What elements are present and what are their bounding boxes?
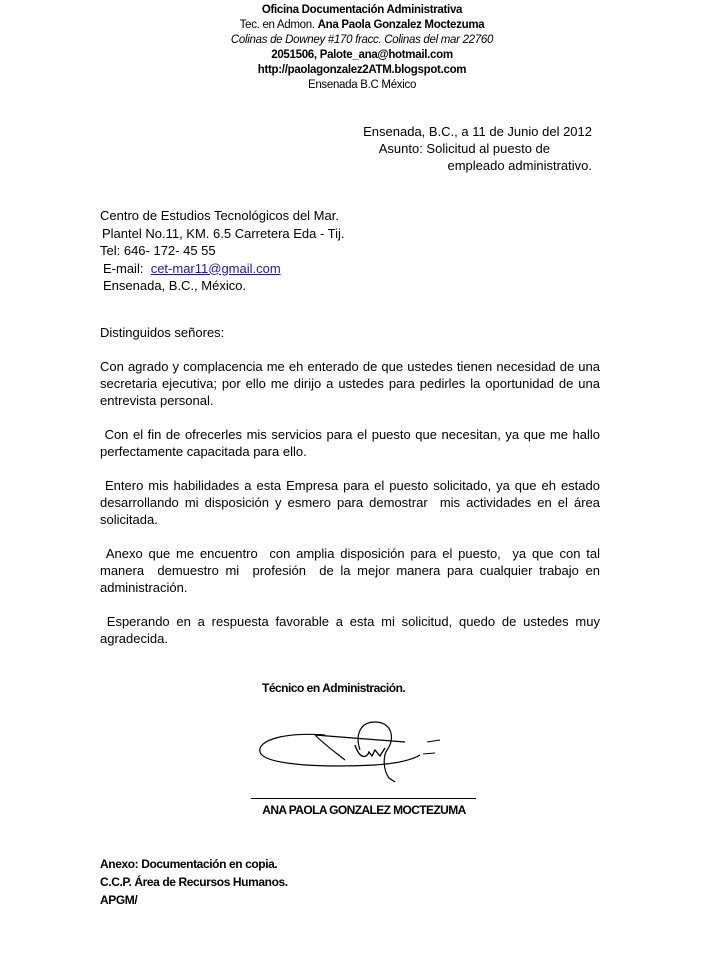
recipient-block (100, 207, 345, 295)
letterhead-author (160, 18, 564, 33)
letterhead-city: Ensenada B.C México (307, 79, 417, 91)
subject-line-2: empleado administrativo. (447, 158, 592, 173)
letterhead-name: Ana Paola Gonzalez Moctezuma (317, 19, 485, 31)
letterhead-office: Oficina Documentación Administrativa (261, 4, 463, 16)
date-subject-block (300, 123, 592, 174)
recipient-address: Plantel No.11, KM. 6.5 Carretera Eda - Tij. (102, 225, 345, 241)
recipient-name: Centro de Estudios Tecnológicos del Mar. (100, 208, 339, 223)
letterhead (160, 3, 564, 93)
subject-line-1: Asunto: Solicitud al puesto de (378, 141, 550, 156)
ccp-note: C.C.P. Área de Recursos Humanos. (100, 875, 288, 889)
letterhead-contact: 2051506, Palote_ana@hotmail.com (271, 49, 453, 61)
paragraph: Entero mis habilidades a esta Empresa para el puesto solicitado, ya que eh estado desarrollando mi disposición y esmero para demostrar mis actividades en el área solicitada. (100, 478, 604, 527)
paragraph: Con el fin de ofrecerles mis servicios para el puesto que necesitan, ya que me hallo perfectamente capacitada para ello. (100, 427, 604, 459)
footer-notes (100, 855, 288, 909)
letterhead-title: Tec. en Admon. (239, 19, 315, 31)
recipient-email-row (100, 260, 345, 278)
letterhead-blog: http://paolagonzalez2ATM.blogspot.com (257, 64, 467, 76)
annex-note: Anexo: Documentación en copia. (100, 857, 278, 871)
signature-line (251, 798, 476, 799)
recipient-city: Ensenada, B.C., México. (103, 278, 247, 293)
paragraph: Con agrado y complacencia me eh enterado de que ustedes tienen necesidad de una secretaria ejecutiva; por ello me dirijo a ustedes para pedirles la oportunidad de una entrevista personal. (100, 359, 600, 408)
closing-title: Técnico en Administración. (262, 681, 406, 695)
letter-date: Ensenada, B.C., a 11 de Junio del 2012 (363, 124, 592, 139)
signature-image (255, 720, 455, 790)
letter-body (100, 324, 604, 664)
email-label: E-mail: (103, 260, 144, 276)
recipient-tel: Tel: 646- 172- 45 55 (100, 243, 216, 258)
signer-name: ANA PAOLA GONZALEZ MOCTEZUMA (262, 803, 466, 817)
paragraph: Esperando en a respuesta favorable a esta mi solicitud, quedo de ustedes muy agradecida. (100, 614, 604, 646)
letterhead-address: Colinas de Downey #170 fracc. Colinas del mar 22760 (230, 34, 494, 46)
email-link[interactable]: cet-mar11@gmail.com (150, 260, 281, 276)
salutation: Distinguidos señores: (100, 325, 225, 340)
paragraph: Anexo que me encuentro con amplia disposición para el puesto, ya que con tal manera demuestro mi profesión de la mejor manera para cualquier trabajo en administración. (100, 546, 604, 595)
initials: APGM/ (100, 893, 138, 907)
